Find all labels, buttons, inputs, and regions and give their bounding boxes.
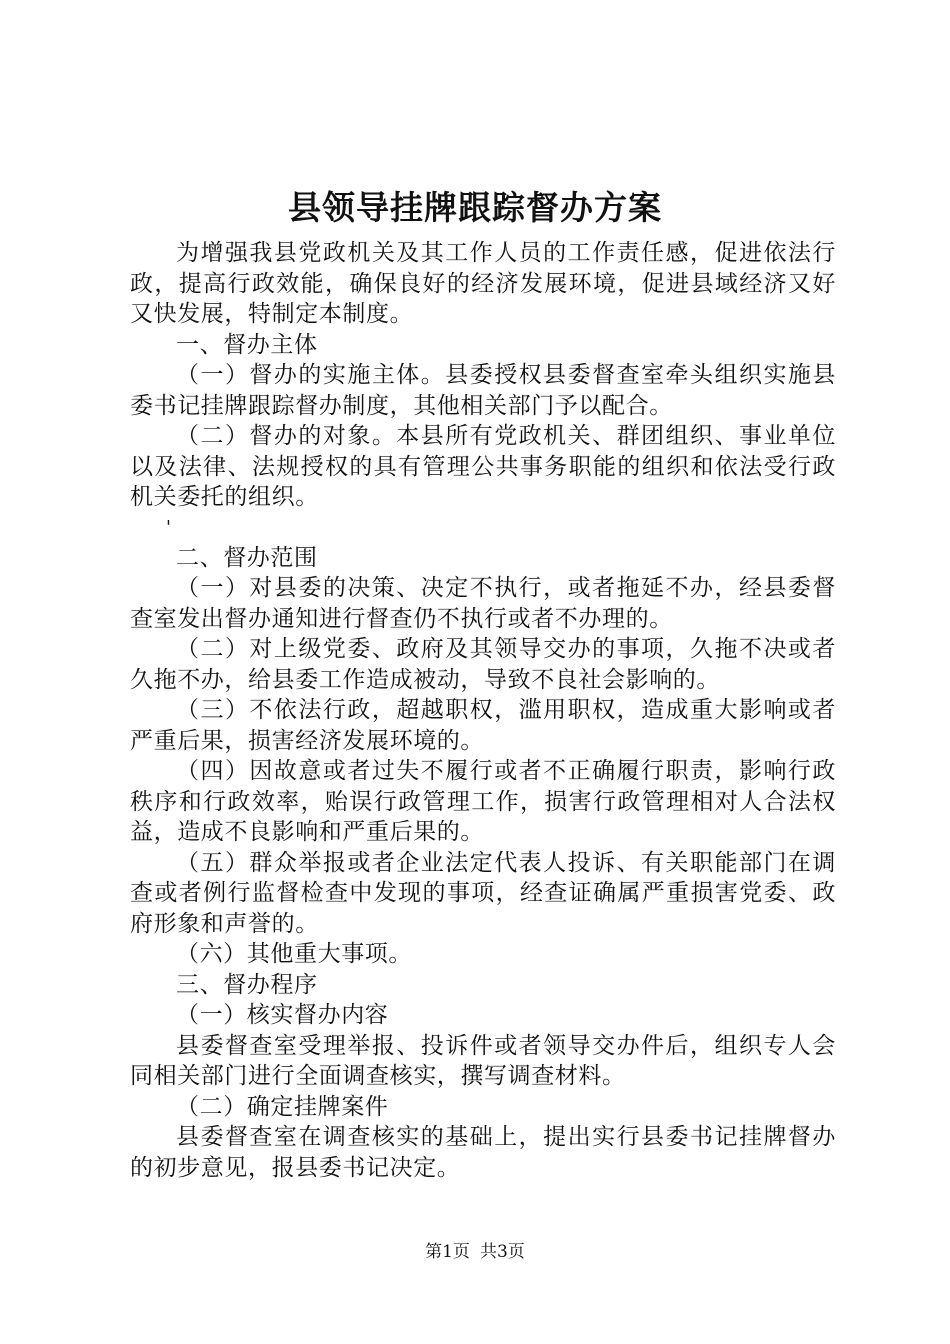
- intro-paragraph: 为增强我县党政机关及其工作人员的工作责任感，促进依法行政，提高行政效能，确保良好的经济发展环境，促进县域经济又好又快发展，特制定本制度。: [130, 240, 836, 327]
- stray-mark: ': [166, 516, 172, 538]
- section-heading-supervision-subject: 一、督办主体: [176, 331, 318, 358]
- procedure-subheading-1: （一）核实督办内容: [176, 1002, 389, 1028]
- paragraph-supervision-target: （二）督办的对象。本县所有党政机关、群团组织、事业单位以及法律、法规授权的具有管理公共事务职能的组织和依法受行政机关委托的组织。: [130, 423, 836, 510]
- scope-item-6: （六）其他重大事项。: [176, 941, 412, 967]
- scope-item-5: （五）群众举报或者企业法定代表人投诉、有关职能部门在调查或者例行监督检查中发现的事项，经查证确属严重损害党委、政府形象和声誉的。: [130, 849, 836, 937]
- document-body: [130, 238, 836, 1183]
- page-number: 第1页: [425, 1242, 470, 1262]
- scope-item-4: （四）因故意或者过失不履行或者不正确履行职责，影响行政秩序和行政效率，贻误行政管理工作，损害行政管理相对人合法权益，造成不良影响和严重后果的。: [130, 758, 836, 845]
- procedure-paragraph-1: 县委督查室受理举报、投诉件或者领导交办件后，组织专人会同相关部门进行全面调查核实，撰写调查材料。: [130, 1032, 836, 1089]
- procedure-subheading-2: （二）确定挂牌案件: [176, 1093, 389, 1120]
- paragraph-implementing-body: （一）督办的实施主体。县委授权县委督查室牵头组织实施县委书记挂牌跟踪督办制度，其他相关部门予以配合。: [130, 362, 836, 419]
- section-heading-supervision-procedure: 三、督办程序: [176, 971, 318, 998]
- section-heading-supervision-scope: 二、督办范围: [176, 544, 318, 571]
- document-title: 县领导挂牌跟踪督办方案: [288, 188, 662, 227]
- procedure-paragraph-2: 县委督查室在调查核实的基础上，提出实行县委书记挂牌督办的初步意见，报县委书记决定。: [130, 1124, 836, 1181]
- page-footer: [0, 1240, 950, 1264]
- scope-item-2: （二）对上级党委、政府及其领导交办的事项，久拖不决或者久拖不办，给县委工作造成被动，导致不良社会影响的。: [130, 636, 836, 693]
- scope-item-3: （三）不依法行政，超越职权，滥用职权，造成重大影响或者严重后果，损害经济发展环境的。: [130, 697, 836, 754]
- scope-item-1: （一）对县委的决策、决定不执行，或者拖延不办，经县委督查室发出督办通知进行督查仍不执行或者不办理的。: [130, 575, 836, 632]
- page-total: 共3页: [480, 1242, 525, 1262]
